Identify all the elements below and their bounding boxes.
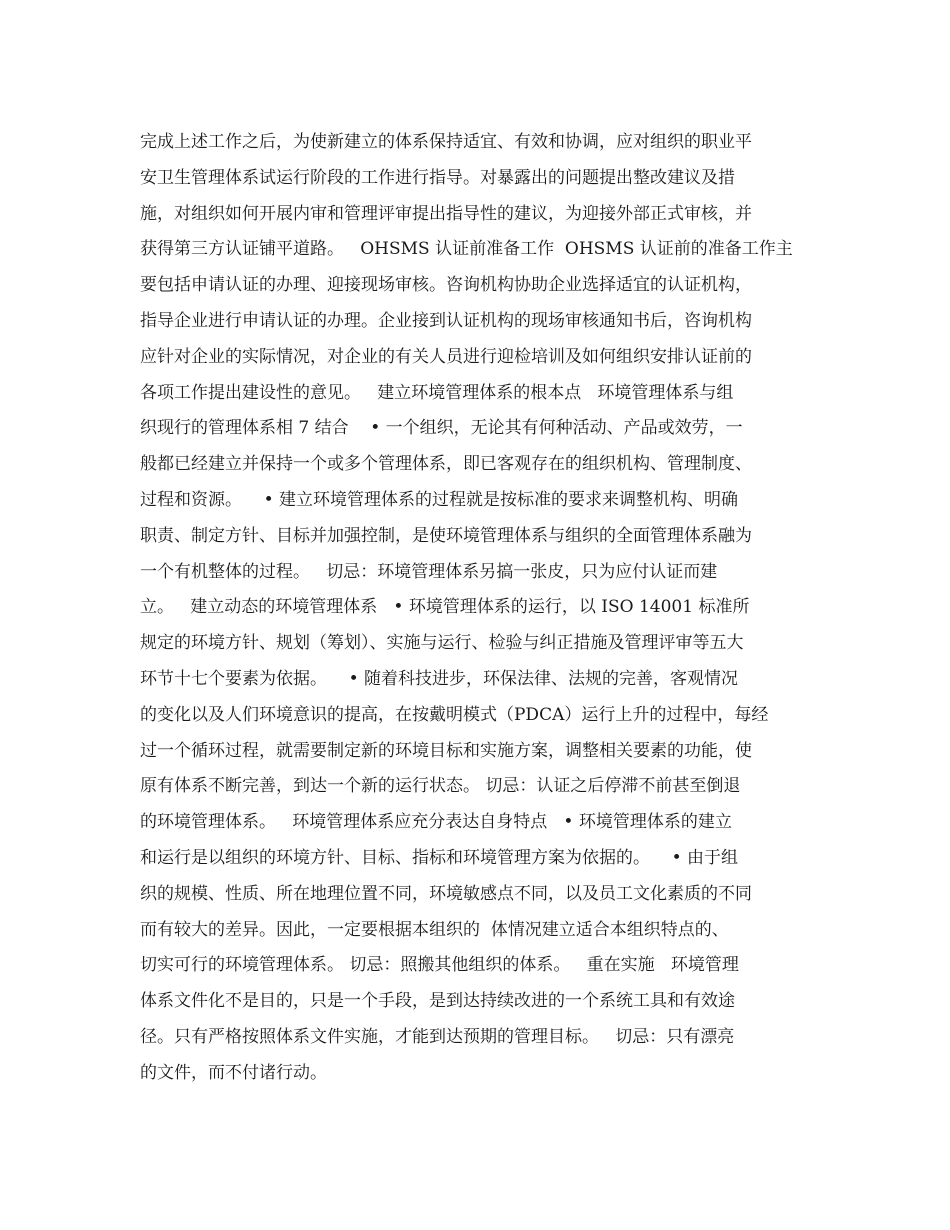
text-line: 指导企业进行申请认证的办理。企业接到认证机构的现场审核通知书后，咨询机构 bbox=[140, 310, 752, 331]
text-line: 过一个循环过程，就需要制定新的环境目标和实施方案，调整相关要素的功能，使 bbox=[140, 740, 752, 761]
text-line: 般都已经建立并保持一个或多个管理体系，即已客观存在的组织机构、管理制度、 bbox=[140, 454, 752, 475]
text-line: 体系文件化不是目的，只是一个手段，是到达持续改进的一个系统工具和有效途 bbox=[140, 991, 735, 1012]
text-line: 规定的环境方针、规划（筹划）、实施与运行、检验与纠正措施及管理评审等五大 bbox=[140, 633, 744, 654]
text-line: 职责、制定方针、目标并加强控制，是使环境管理体系与组织的全面管理体系融为 bbox=[140, 525, 752, 546]
text-line: 织现行的管理体系相 7 结合 • 一个组织，无论其有何种活动、产品或效劳，一 bbox=[140, 418, 743, 439]
text-line: 环节十七个要素为依据。 • 随着科技进步，环保法律、法规的完善，客观情况 bbox=[140, 668, 739, 689]
text-line: 的文件，而不付诸行动。 bbox=[140, 1062, 327, 1083]
text-line: 过程和资源。 • 建立环境管理体系的过程就是按标准的要求来调整机构、明确 bbox=[140, 489, 739, 510]
text-line: 完成上述工作之后，为使新建立的体系保持适宜、有效和协调，应对组织的职业平 bbox=[140, 132, 752, 152]
text-line: 的环境管理体系。 环境管理体系应充分表达自身特点 • 环境管理体系的建立 bbox=[140, 812, 732, 833]
text-line: 各项工作提出建设性的意见。 建立环境管理体系的根本点 环境管理体系与组 bbox=[140, 382, 734, 403]
text-line: 径。只有严格按照体系文件实施，才能到达预期的管理目标。 切忌：只有漂亮 bbox=[140, 1026, 735, 1047]
text-line: 和运行是以组织的环境方针、目标、指标和环境管理方案为依据的。 • 由于组 bbox=[140, 847, 739, 868]
text-line: 安卫生管理体系试运行阶段的工作进行指导。对暴露出的问题提出整改建议及措 bbox=[140, 167, 735, 188]
text-line: 立。 建立动态的环境管理体系 • 环境管理体系的运行，以 ISO 14001 标准所 bbox=[140, 597, 750, 618]
text-line: 切实可行的环境管理体系。 切忌：照搬其他组织的体系。 重在实施 环境管理 bbox=[140, 955, 739, 976]
text-line: 织的规模、性质、所在地理位置不同，环境敏感点不同，以及员工文化素质的不同 bbox=[140, 883, 752, 904]
text-line: 的变化以及人们环境意识的提高，在按戴明模式（PDCA）运行上升的过程中，每经 bbox=[140, 704, 769, 725]
text-line: 应针对企业的实际情况，对企业的有关人员进行迎检培训及如何组织安排认证前的 bbox=[140, 346, 752, 367]
body-text bbox=[140, 125, 820, 1092]
text-line: 一个有机整体的过程。 切忌：环境管理体系另搞一张皮，只为应付认证而建 bbox=[140, 561, 718, 582]
text-line: 原有体系不断完善，到达一个新的运行状态。 切忌：认证之后停滞不前甚至倒退 bbox=[140, 776, 741, 797]
text-line: 要包括申请认证的办理、迎接现场审核。咨询机构协助企业选择适宜的认证机构， bbox=[140, 275, 752, 296]
text-line: 获得第三方认证铺平道路。 OHSMS 认证前准备工作 OHSMS 认证前的准备工作主 bbox=[140, 239, 793, 260]
text-line: 而有较大的差异。因此，一定要根据本组织的 体情况建立适合本组织特点的、 bbox=[140, 919, 729, 940]
text-line: 施，对组织如何开展内审和管理评审提出指导性的建议，为迎接外部正式审核，并 bbox=[140, 203, 752, 224]
